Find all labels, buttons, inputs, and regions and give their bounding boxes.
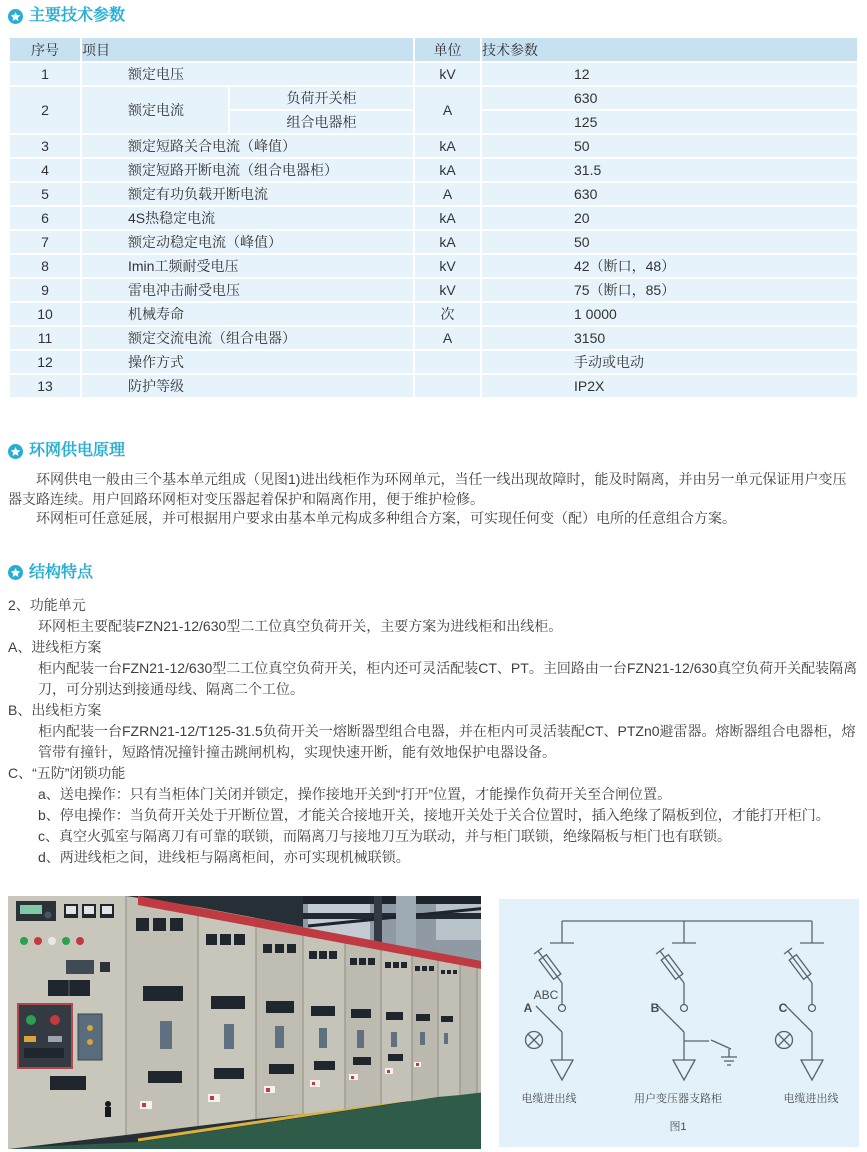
structure-line: a、送电操作：只有当柜体门关闭并锁定，操作接地开关到“打开”位置，才能操作负荷开关至合闸位置。 [38,785,672,802]
principle-paragraphs [8,470,859,529]
param-no-cell: 11 [10,327,80,349]
params-table-body [10,63,857,397]
param-unit-cell: kV [415,255,480,277]
param-unit-cell: kV [415,63,480,85]
table-row [10,255,857,277]
section-title-tech-params [8,6,859,26]
param-no-cell: 13 [10,375,80,397]
structure-line: c、真空火弧室与隔离刀有可靠的联锁，而隔离刀与接地刀互为联动，并与柜门联锁，绝缘隔板与柜门也有联锁。 [38,827,731,844]
param-unit-cell: A [415,87,480,133]
param-unit-cell: kA [415,159,480,181]
param-no-cell: 8 [10,255,80,277]
param-no-cell: 2 [10,87,80,133]
param-value-cell: 20 [482,207,857,229]
param-value-cell: 31.5 [482,159,857,181]
param-value-cell: IP2X [482,375,857,397]
switchgear-photo-art [8,896,481,1149]
param-item-cell: 额定电压 [82,63,413,85]
table-row [10,327,857,349]
param-no-cell: 12 [10,351,80,373]
param-no-cell: 9 [10,279,80,301]
switch-label-b: B [650,1000,660,1015]
param-unit-cell: kA [415,231,480,253]
branch-label-right: 电缆进出线 [783,1092,839,1105]
param-value-cell: 3150 [482,327,857,349]
col-header-value: 技术参数 [482,38,857,61]
param-value-cell: 50 [482,231,857,253]
param-unit-cell [415,375,480,397]
param-no-cell: 6 [10,207,80,229]
param-value-cell: 手动或电动 [482,351,857,373]
param-unit-cell: A [415,183,480,205]
figures-row [8,896,859,1149]
param-value-cell: 630 [482,183,857,205]
param-item-cell: 额定短路关合电流（峰值） [82,135,413,157]
param-no-cell: 3 [10,135,80,157]
param-item-cell: Imin工频耐受电压 [82,255,413,277]
switch-label-c: C [778,1000,788,1015]
param-value-cell: 50 [482,135,857,157]
section-title-structure [8,563,859,583]
param-no-cell: 10 [10,303,80,325]
section-title-ring-principle [8,441,859,461]
param-unit-cell: 次 [415,303,480,325]
param-unit-cell: kA [415,207,480,229]
param-subitem-cell: 组合电器柜 [230,111,413,133]
param-value-cell: 1 0000 [482,303,857,325]
figure-caption: 图1 [669,1120,687,1133]
branch-label-middle: 用户变压器支路柜 [634,1092,722,1105]
switch-label-a: A [523,1000,533,1015]
table-row [10,87,857,109]
table-row [10,375,857,397]
table-row [10,231,857,253]
table-row [10,63,857,85]
structure-line: 2、功能单元 [8,596,86,613]
structure-line: C、“五防”闭锁功能 [8,764,126,781]
param-item-cell: 额定短路开断电流（组合电器柜） [82,159,413,181]
phase-label: ABC [533,987,559,1002]
param-item-cell: 操作方式 [82,351,413,373]
tech-params-table [8,36,859,399]
table-row [10,279,857,301]
param-item-cell: 防护等级 [82,375,413,397]
param-unit-cell: A [415,327,480,349]
structure-line: d、两进线柜之间，进线柜与隔离柜间，亦可实现机械联锁。 [38,848,410,865]
param-unit-cell: kV [415,279,480,301]
structure-line: 柜内配装一台FZRN21-12/T125-31.5负荷开关一熔断器型组合电器，并在柜内可灵活装配CT、PTZn0避雷器。熔断器组合电器柜，熔管带有撞针，短路情况撞针撞击跳闸机构，实现快速开断，能有效地保护电器设备。 [38,722,856,760]
param-value-cell: 630 [482,87,857,109]
param-item-cell: 4S热稳定电流 [82,207,413,229]
table-row [10,183,857,205]
ring-network-diagram-art [499,899,859,1147]
switchgear-photo [8,896,481,1149]
section-title-text: 环网供电原理 [29,442,126,459]
section-title-text: 结构特点 [29,563,94,581]
table-row [10,159,857,181]
structure-line: 环网柜主要配装FZN21-12/630型二工位真空负荷开关，主要方案为进线柜和出线柜。 [38,617,563,634]
param-value-cell: 75（断口，85） [482,279,857,301]
param-item-cell: 额定动稳定电流（峰值） [82,231,413,253]
table-row [10,207,857,229]
star-badge-icon [8,444,23,459]
param-value-cell: 125 [482,111,857,133]
star-badge-icon [8,9,23,24]
param-value-cell: 12 [482,63,857,85]
table-row [10,303,857,325]
section-title-text: 主要技术参数 [29,7,126,24]
structure-line: 柜内配装一台FZN21-12/630型二工位真空负荷开关，柜内还可灵活配装CT、PT。主回路由一台FZN21-12/630真空负荷开关配装隔离刀，可分别达到接通母线、隔离二个工位。 [38,659,858,697]
param-item-cell: 雷电冲击耐受电压 [82,279,413,301]
col-header-no: 序号 [10,38,80,61]
table-row [10,135,857,157]
structure-line: b、停电操作：当负荷开关处于开断位置，才能关合接地开关，接地开关处于关合位置时，插入绝缘了隔板到位，才能打开柜门。 [38,806,830,823]
param-subitem-cell: 负荷开关柜 [230,87,413,109]
param-no-cell: 5 [10,183,80,205]
paragraph: 环网柜可任意延展，并可根据用户要求由基本单元构成多种组合方案，可实现任何变（配）电所的任意组合方案。 [36,510,736,526]
col-header-item: 项目 [82,38,413,61]
param-unit-cell [415,351,480,373]
star-badge-icon [8,565,23,580]
param-no-cell: 4 [10,159,80,181]
paragraph: 环网供电一般由三个基本单元组成（见图1)进出线柜作为环网单元，当任一线出现故障时，能及时隔离，并由另一单元保证用户变压器支路连续。用户回路环网柜对变压器起着保护和隔离作用，便于维护检修。 [8,471,847,507]
ring-network-diagram [499,899,859,1147]
structure-line: A、进线柜方案 [8,638,102,655]
table-row [10,351,857,373]
param-item-cell: 额定交流电流（组合电器） [82,327,413,349]
param-item-cell: 额定电流 [82,87,228,133]
param-item-cell: 机械寿命 [82,303,413,325]
col-header-unit: 单位 [415,38,480,61]
param-value-cell: 42（断口，48） [482,255,857,277]
param-item-cell: 额定有功负载开断电流 [82,183,413,205]
structure-lines [8,595,859,868]
param-no-cell: 1 [10,63,80,85]
param-unit-cell: kA [415,135,480,157]
table-header-row [10,38,857,61]
branch-label-left: 电缆进出线 [521,1092,577,1105]
structure-line: B、出线柜方案 [8,701,102,718]
param-no-cell: 7 [10,231,80,253]
